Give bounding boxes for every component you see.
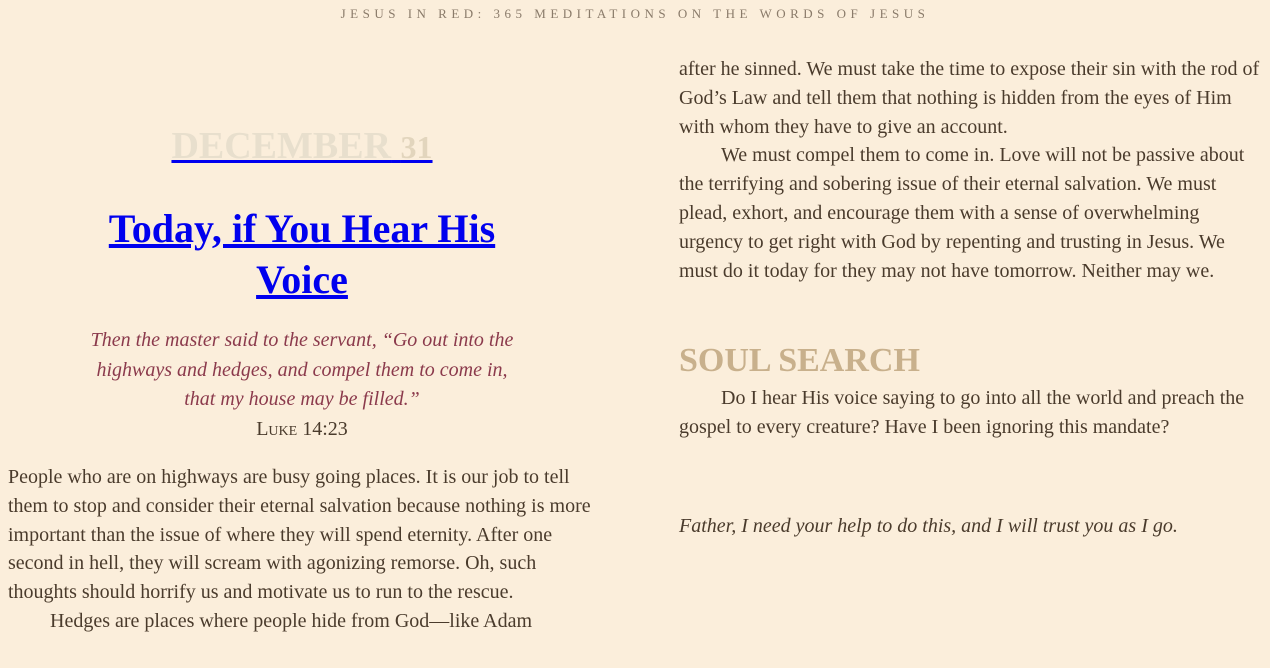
entry-title-line2: Voice [256,257,348,302]
meditation-paragraph-2-start: Hedges are places where people hide from God—like Adam [50,609,533,632]
left-column [8,0,596,668]
right-column [679,0,1264,668]
soul-search-body [679,384,1264,442]
scripture-reference: Luke 14:23 [256,418,348,440]
entry-title-link[interactable] [109,206,495,302]
date-link[interactable] [171,125,432,167]
entry-title-line1: Today, if You Hear His [108,206,496,251]
closing-prayer: Father, I need your help to do this, and I will trust you as I go. [679,515,1178,537]
scripture-quote [8,326,596,415]
scripture-line3: that my house may be filled.” [184,388,420,410]
meditation-left [8,463,596,636]
meditation-paragraph-2-end: after he sinned. We must take the time to expose their sin with the rod of God’s Law and tell them that nothing is hidden from the eyes of Him with whom they have to give an account. [679,58,1260,138]
date-day: 31 [400,129,433,165]
date-heading [8,122,596,171]
soul-search-heading: SOUL SEARCH [679,342,920,379]
meditation-right [679,55,1264,285]
scripture-line2: highways and hedges, and compel them to come in, [96,358,508,381]
date-month: DECEMBER [171,125,392,167]
meditation-paragraph-1: People who are on highways are busy going places. It is our job to tell them to stop and consider their eternal salvation because nothing is more important than the issue of where they will spend eternity. After one second in hell, they will scream with agonizing remorse. Oh, such thoughts should horrify us and motivate us to run to the rescue. [8,466,591,604]
running-header: JESUS IN RED: 365 MEDITATIONS ON THE WORDS OF JESUS [340,6,930,21]
meditation-paragraph-3: We must compel them to come in. Love will not be passive about the terrifying and sobering issue of their eternal salvation. We must plead, exhort, and encourage them with a sense of overwhelming urgency to get right with God by repenting and trusting in Jesus. We must do it today for they may not have tomorrow. Neither may we. [679,144,1245,282]
soul-search-question: Do I hear His voice saying to go into all the world and preach the gospel to every creature? Have I been ignoring this mandate? [679,387,1245,438]
scripture-line1: Then the master said to the servant, “Go out into the [90,329,514,351]
entry-title [8,203,596,305]
